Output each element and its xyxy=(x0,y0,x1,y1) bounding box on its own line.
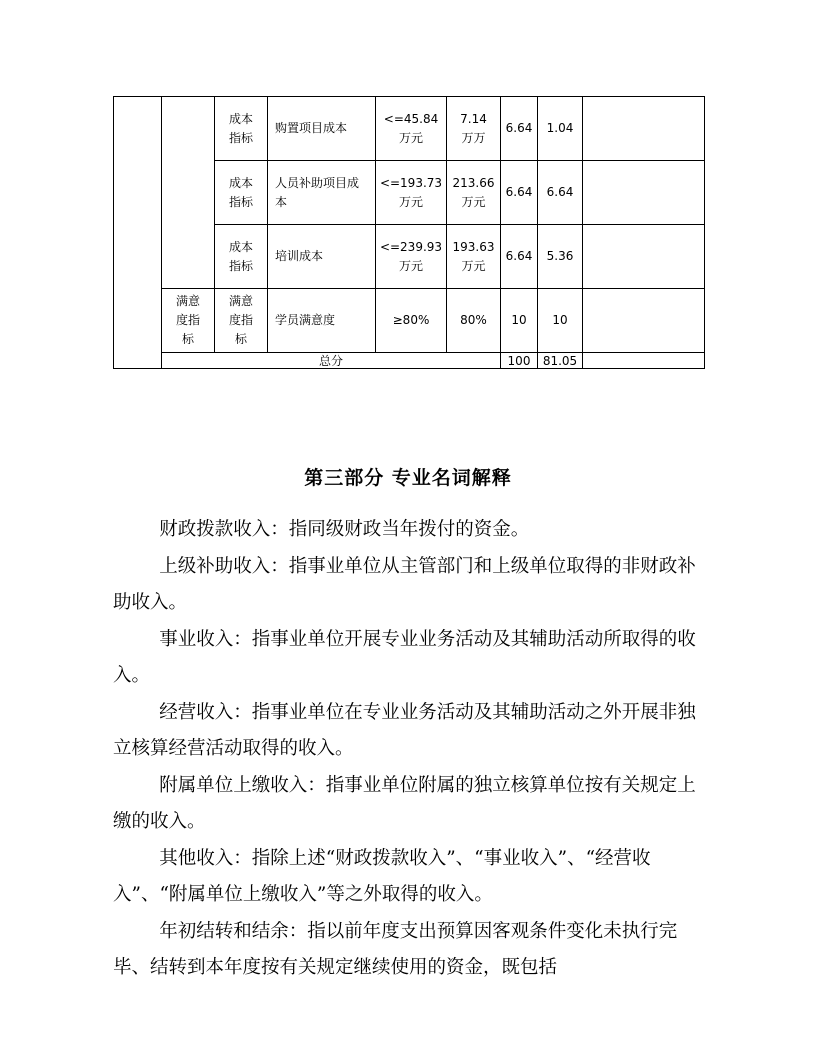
actual-value: 80% xyxy=(447,289,501,353)
indicator-name: 人员补助项目成 本 xyxy=(268,161,376,225)
indicator-name: 培训成本 xyxy=(268,225,376,289)
section-title: 第三部分 专业名词解释 xyxy=(304,467,512,489)
target-value: <=239.93 万元 xyxy=(376,225,447,289)
performance-table xyxy=(113,96,705,369)
total-label: 总分 xyxy=(162,353,501,369)
weight-score: 10 xyxy=(501,289,538,353)
level1-cell xyxy=(114,97,162,369)
obtained-score: 1.04 xyxy=(538,97,583,161)
weight-score: 6.64 xyxy=(501,161,538,225)
indicator-name: 购置项目成本 xyxy=(268,97,376,161)
level2-cell: 满意 度指 标 xyxy=(162,289,215,353)
actual-value: 213.66 万元 xyxy=(447,161,501,225)
glossary-paragraph: 附属单位上缴收入：指事业单位附属的独立核算单位按有关规定上缴的收入。 xyxy=(113,774,696,832)
note-cell xyxy=(583,289,705,353)
glossary-paragraph: 财政拨款收入：指同级财政当年拨付的资金。 xyxy=(159,519,530,540)
actual-value: 193.63 万元 xyxy=(447,225,501,289)
weight-score: 6.64 xyxy=(501,97,538,161)
glossary-paragraph: 年初结转和结余：指以前年度支出预算因客观条件变化未执行完毕、结转到本年度按有关规定继续使用的资金，既包括 xyxy=(113,920,678,978)
glossary-paragraph: 经营收入：指事业单位在专业业务活动及其辅助活动之外开展非独立核算经营活动取得的收入。 xyxy=(113,701,696,759)
glossary-paragraph: 事业收入：指事业单位开展专业业务活动及其辅助活动所取得的收入。 xyxy=(113,628,696,686)
total-note xyxy=(583,353,705,369)
note-cell xyxy=(583,225,705,289)
table-row xyxy=(114,97,705,161)
obtained-score: 5.36 xyxy=(538,225,583,289)
note-cell xyxy=(583,161,705,225)
target-value: <=193.73 万元 xyxy=(376,161,447,225)
total-score: 81.05 xyxy=(538,353,583,369)
glossary-body xyxy=(113,512,696,987)
note-cell xyxy=(583,97,705,161)
actual-value: 7.14 万万 xyxy=(447,97,501,161)
target-value: <=45.84 万元 xyxy=(376,97,447,161)
glossary-paragraph: 上级补助收入：指事业单位从主管部门和上级单位取得的非财政补助收入。 xyxy=(113,555,696,613)
level3-cell: 成本 指标 xyxy=(215,161,268,225)
obtained-score: 6.64 xyxy=(538,161,583,225)
level3-cell: 成本 指标 xyxy=(215,225,268,289)
glossary-paragraph: 其他收入：指除上述“财政拨款收入”、“事业收入”、“经营收入”、“附属单位上缴收入”等之外取得的收入。 xyxy=(113,847,651,905)
table-row xyxy=(114,289,705,353)
obtained-score: 10 xyxy=(538,289,583,353)
target-value: ≥80% xyxy=(376,289,447,353)
level3-cell: 满意 度指 标 xyxy=(215,289,268,353)
level2-cell xyxy=(162,97,215,289)
weight-score: 6.64 xyxy=(501,225,538,289)
total-row xyxy=(114,353,705,369)
indicator-name: 学员满意度 xyxy=(268,289,376,353)
total-weight: 100 xyxy=(501,353,538,369)
level3-cell: 成本 指标 xyxy=(215,97,268,161)
